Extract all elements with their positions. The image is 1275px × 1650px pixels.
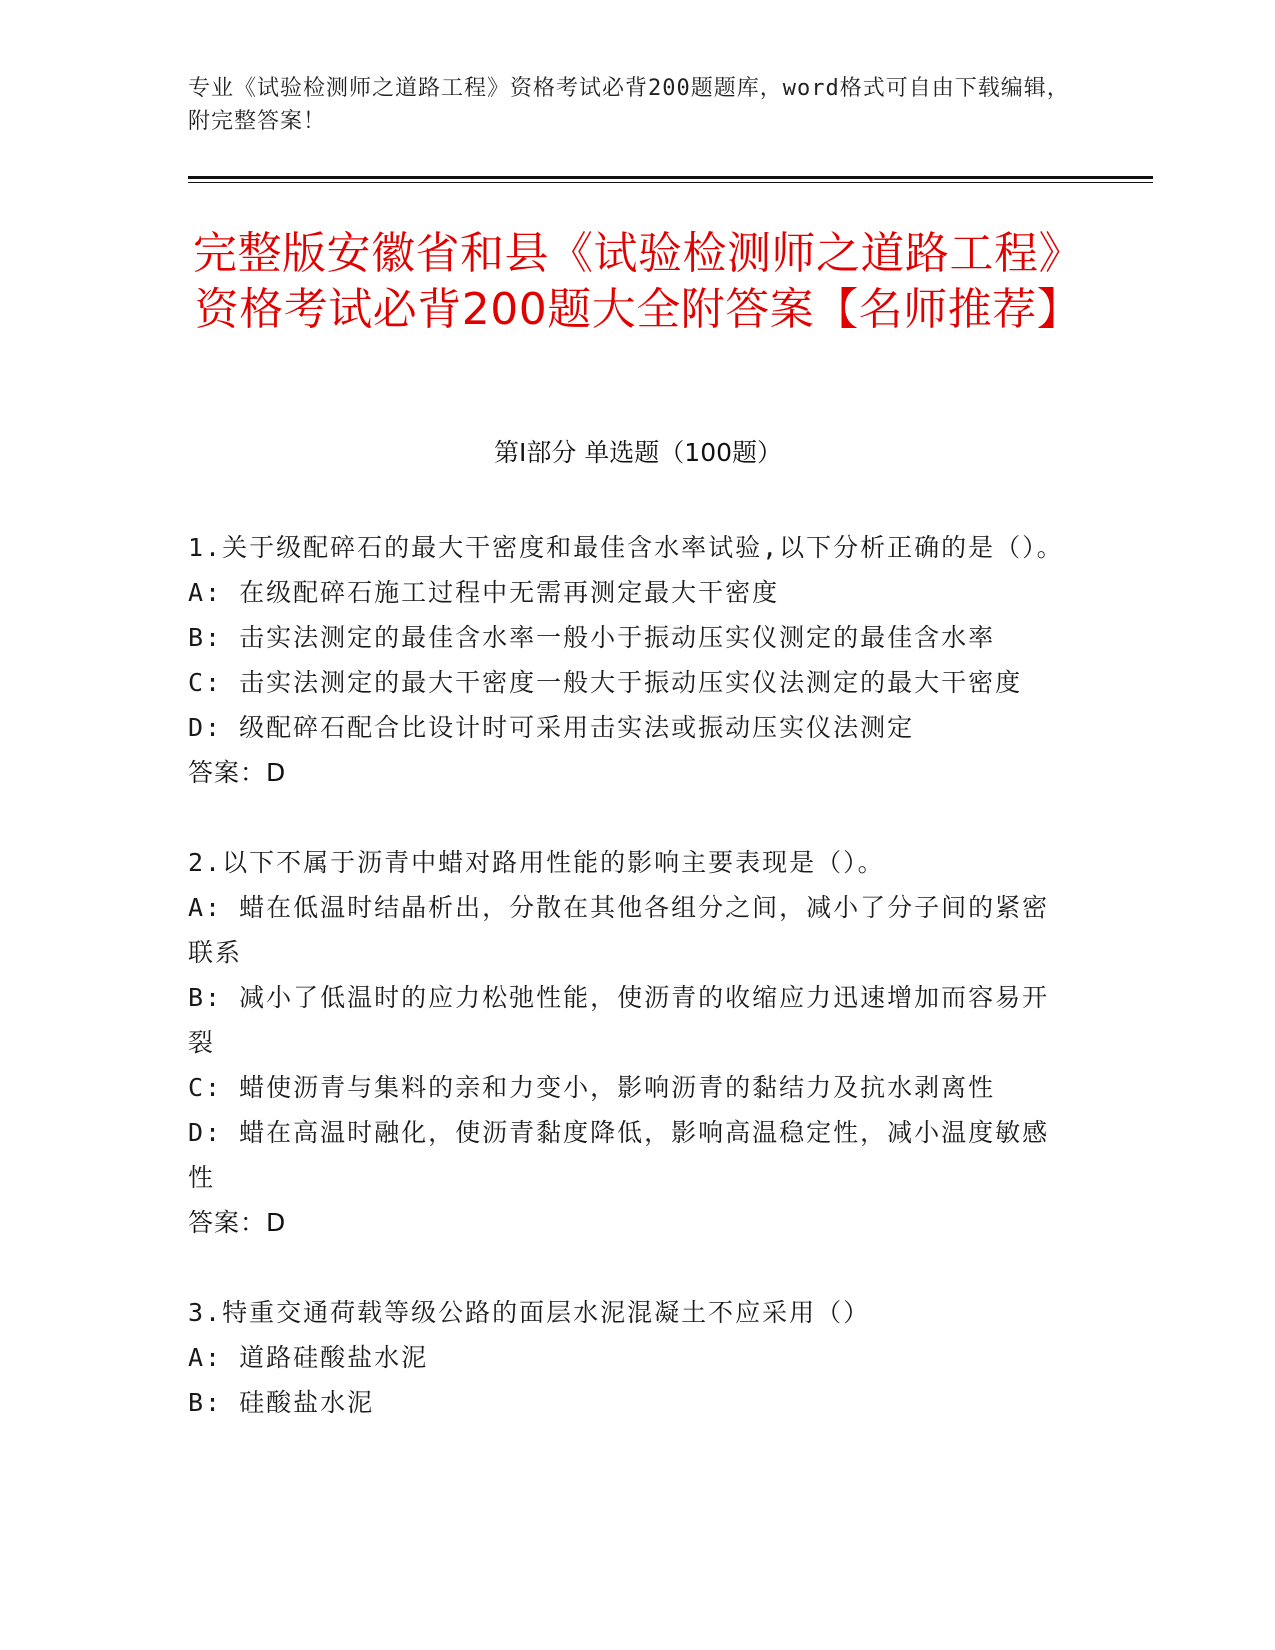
option-a: A: 道路硅酸盐水泥 — [188, 1343, 429, 1372]
option-b: B: 击实法测定的最佳含水率一般小于振动压实仪测定的最佳含水率 — [188, 623, 996, 652]
question-list — [188, 525, 1068, 1470]
question-3 — [188, 1290, 1068, 1425]
question-stem: 3.特重交通荷载等级公路的面层水泥混凝土不应采用（） — [188, 1298, 871, 1327]
header-divider-thin — [188, 182, 1153, 183]
option-b: B: 减小了低温时的应力松弛性能，使沥青的收缩应力迅速增加而容易开裂 — [188, 983, 1050, 1057]
option-a: A: 蜡在低温时结晶析出，分散在其他各组分之间，减小了分子间的紧密联系 — [188, 893, 1050, 967]
question-stem: 2.以下不属于沥青中蜡对路用性能的影响主要表现是（）。 — [188, 848, 885, 877]
option-d: D: 蜡在高温时融化，使沥青黏度降低，影响高温稳定性，减小温度敏感性 — [188, 1118, 1050, 1192]
header-divider — [188, 176, 1153, 179]
answer: 答案：D — [188, 758, 287, 787]
option-c: C: 蜡使沥青与集料的亲和力变小，影响沥青的黏结力及抗水剥离性 — [188, 1073, 996, 1102]
document-title: 完整版安徽省和县《试验检测师之道路工程》资格考试必背200题大全附答案【名师推荐】 — [193, 228, 1083, 335]
question-1 — [188, 525, 1068, 795]
option-c: C: 击实法测定的最大干密度一般大于振动压实仪法测定的最大干密度 — [188, 668, 1023, 697]
answer: 答案：D — [188, 1208, 287, 1237]
option-b: B: 硅酸盐水泥 — [188, 1388, 375, 1417]
question-stem: 1.关于级配碎石的最大干密度和最佳含水率试验,以下分析正确的是（）。 — [188, 533, 1064, 562]
header-note: 专业《试验检测师之道路工程》资格考试必背200题题库，word格式可自由下载编辑，附完整答案！ — [188, 76, 1070, 134]
option-d: D: 级配碎石配合比设计时可采用击实法或振动压实仪法测定 — [188, 713, 915, 742]
section-title: 第I部分 单选题（100题） — [493, 438, 783, 467]
option-a: A: 在级配碎石施工过程中无需再测定最大干密度 — [188, 578, 780, 607]
question-2 — [188, 840, 1068, 1245]
